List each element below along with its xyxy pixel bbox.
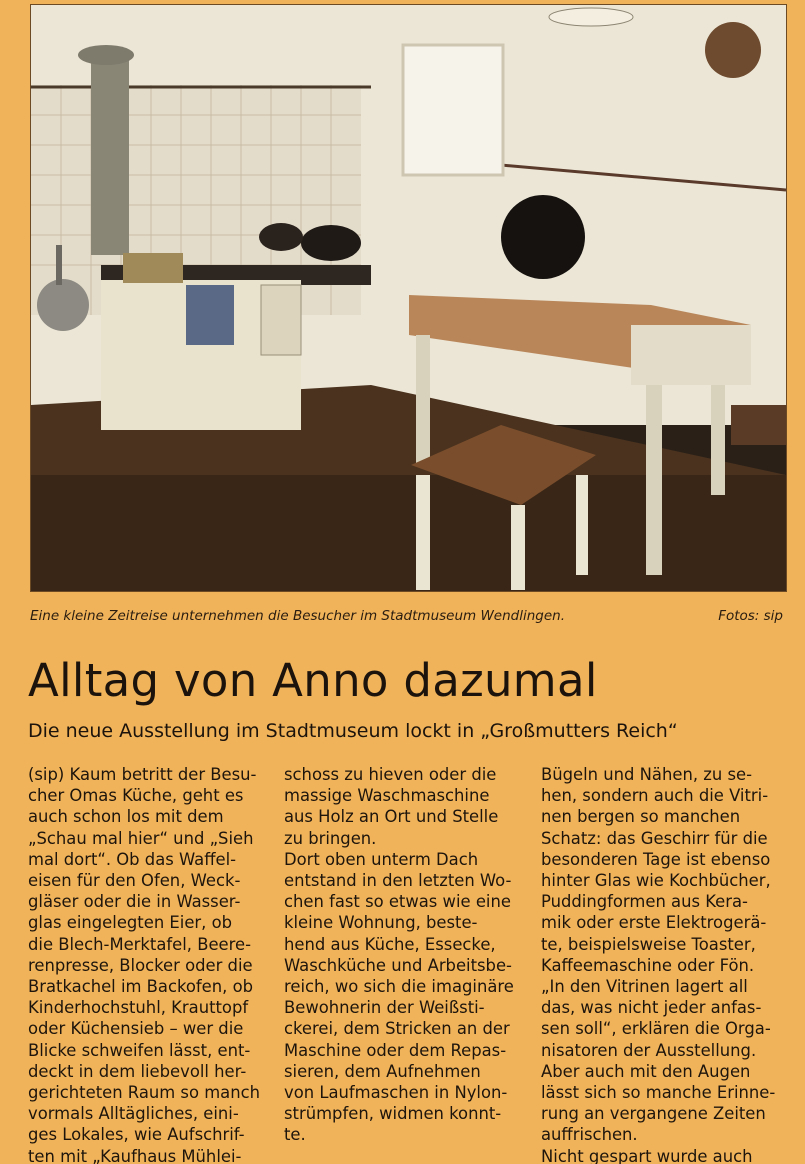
- kitchen-photo: [30, 4, 787, 592]
- article-headline: Alltag von Anno dazumal: [28, 654, 598, 707]
- photo-credit: Fotos: sip: [718, 608, 783, 624]
- column-text: schoss zu hieven oder die massige Waschmaschine aus Holz an Ort und Stelle zu bringen. Dort oben unterm Dach entstand in den letzten Wo- chen fast so etwas wie eine kleine Wohnung, beste- hend aus Küche, Essecke, Waschküche und Arbeitsbe- reich, wo sich die imaginäre Bewohnerin der Weißsti- ckerei, dem Stricken an der Maschine oder dem Repas- sieren, dem Aufnehmen von Laufmaschen in Nylon- strümpfen, widmen konnt- te.: [284, 765, 514, 1145]
- column-text: (sip) Kaum betritt der Besu- cher Omas Küche, geht es auch schon los mit dem „Schau mal hier“ und „Sieh mal dort“. Ob das Waffel- eisen für den Ofen, Weck- gläser oder die in Wasser- glas eingelegten Eier, ob die Blech-Merktafel, Beere- renpresse, Blocker oder die Bratkachel im Backofen, ob Kinderhochstuhl, Krauttopf oder Küchensieb – wer die Blicke schweifen lässt, ent- deckt in dem liebevoll her- gerichteten Raum so manch vormals Alltägliches, eini- ges Lokales, wie Aufschrif- ten mit „Kaufhaus Mühlei-: [28, 765, 261, 1164]
- column-text: Bügeln und Nähen, zu se- hen, sondern auch die Vitri- nen bergen so manchen Schatz: das Geschirr für die besonderen Tage ist ebenso hinter Glas wie Kochbücher, Puddingformen aus Kera- mik oder erste Elektrogerä- te, beispielsweise Toaster, Kaffeemaschine oder Fön. „In den Vitrinen lagert all das, was nicht jeder anfas- sen soll“, erklären die Orga- nisatoren der Ausstellung. Aber auch mit den Augen lässt sich so manche Erinne- rung an vergangene Zeiten auffrischen. Nicht gespart wurde auch: [541, 765, 776, 1164]
- article-column-1: [28, 764, 273, 1164]
- article-column-3: [541, 764, 781, 1164]
- article-column-2: [284, 764, 524, 1164]
- caption-text: Eine kleine Zeitreise unternehmen die Besucher im Stadtmuseum Wendlingen.: [30, 608, 566, 624]
- kitchen-photo-illustration: [31, 5, 786, 591]
- photo-caption: [30, 608, 785, 628]
- article-subheadline: Die neue Ausstellung im Stadtmuseum lockt in „Großmutters Reich“: [28, 720, 678, 742]
